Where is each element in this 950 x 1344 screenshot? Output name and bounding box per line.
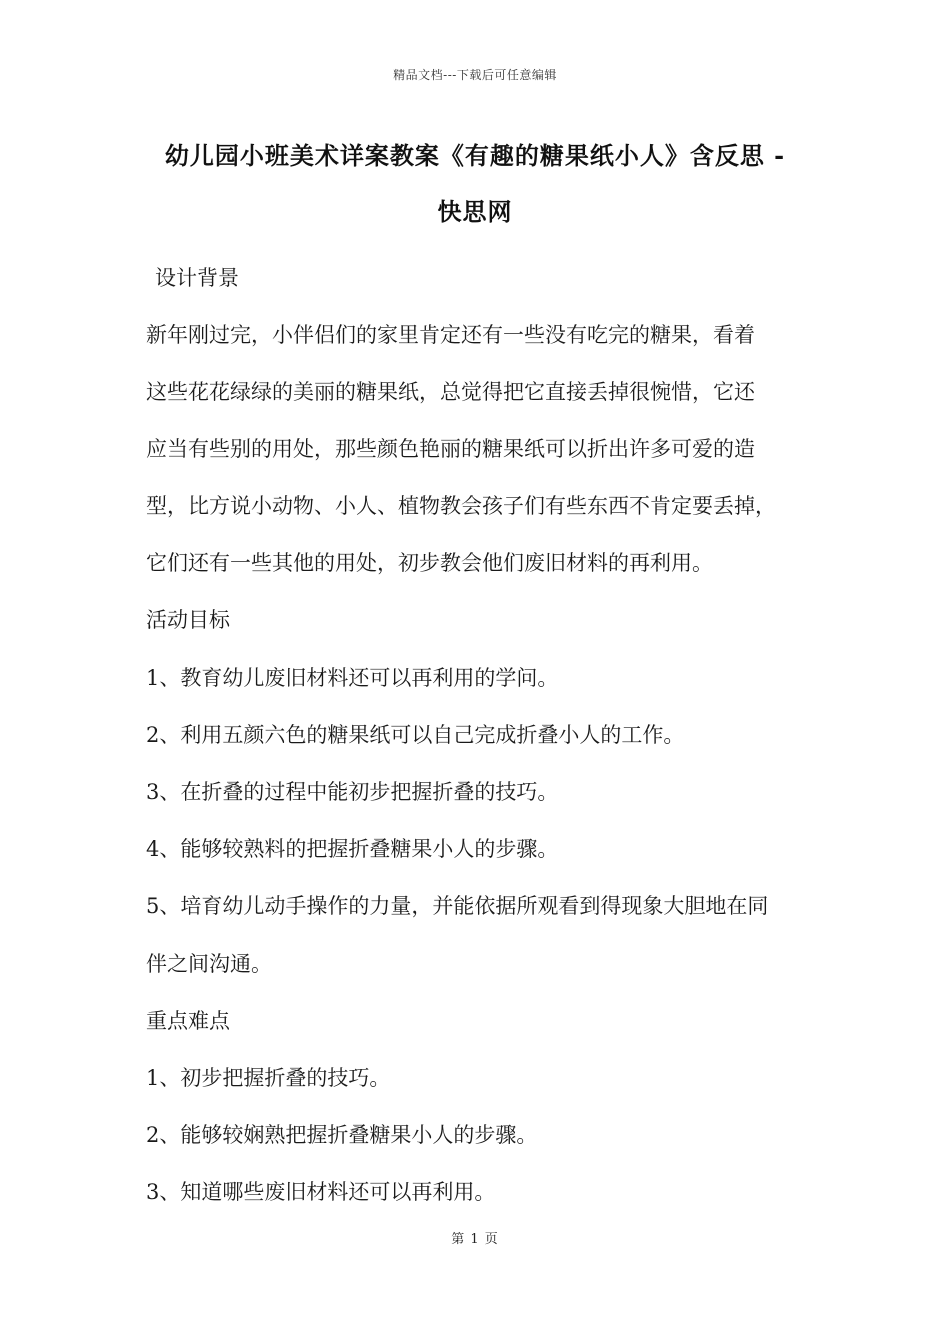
section-heading-background: 设计背景 <box>155 266 239 290</box>
keypoint-item: 2、能够较娴熟把握折叠糖果小人的步骤。 <box>146 1123 538 1147</box>
goal-item: 伴之间沟通。 <box>146 952 272 976</box>
background-line: 应当有些别的用处，那些颜色艳丽的糖果纸可以折出许多可爱的造 <box>146 437 755 461</box>
header-note: 精品文档---下载后可任意编辑 <box>393 68 557 82</box>
page-number: 第 1 页 <box>451 1232 499 1247</box>
background-line: 它们还有一些其他的用处，初步教会他们废旧材料的再利用。 <box>146 551 713 575</box>
goal-item: 1、教育幼儿废旧材料还可以再利用的学问。 <box>146 666 559 690</box>
keypoint-item: 1、初步把握折叠的技巧。 <box>146 1066 391 1090</box>
goal-item: 3、在折叠的过程中能初步把握折叠的技巧。 <box>146 780 559 804</box>
section-heading-goals: 活动目标 <box>146 608 230 632</box>
section-heading-keypoints: 重点难点 <box>146 1009 230 1033</box>
background-line: 这些花花绿绿的美丽的糖果纸，总觉得把它直接丢掉很惋惜，它还 <box>146 380 755 404</box>
background-line: 型，比方说小动物、小人、植物教会孩子们有些东西不肯定要丢掉， <box>146 494 776 518</box>
document-title-line-2: 快思网 <box>437 197 513 226</box>
background-line: 新年刚过完，小伴侣们的家里肯定还有一些没有吃完的糖果，看着 <box>146 323 755 347</box>
goal-item: 2、利用五颜六色的糖果纸可以自己完成折叠小人的工作。 <box>146 723 685 747</box>
document-title-line-1: 幼儿园小班美术详案教案《有趣的糖果纸小人》含反思 - <box>164 141 786 170</box>
goal-item: 4、能够较熟料的把握折叠糖果小人的步骤。 <box>146 837 559 861</box>
goal-item: 5、培育幼儿动手操作的力量，并能依据所观看到得现象大胆地在同 <box>146 894 769 918</box>
keypoint-item: 3、知道哪些废旧材料还可以再利用。 <box>146 1180 496 1204</box>
